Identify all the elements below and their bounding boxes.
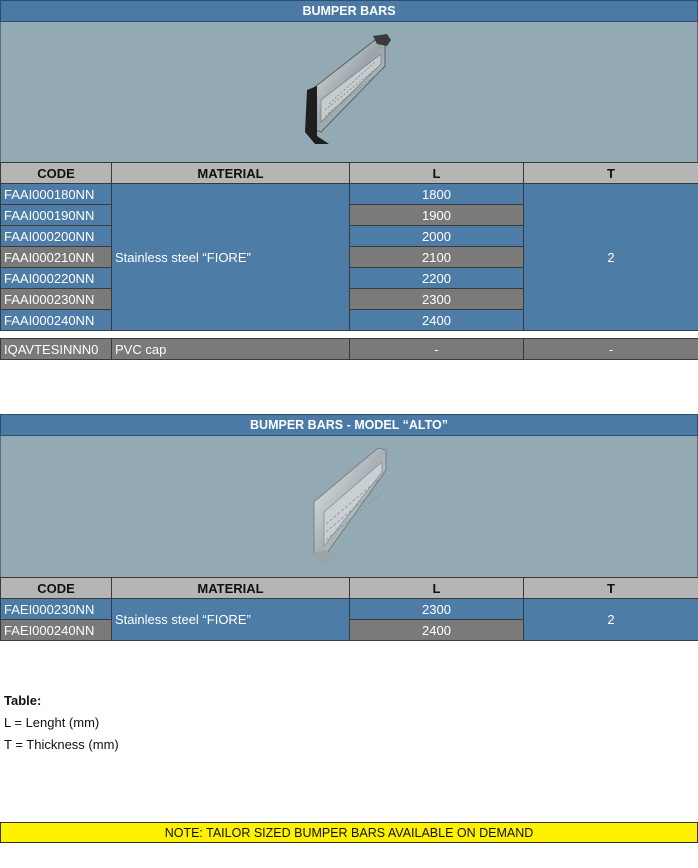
length-cell: 2400	[350, 310, 524, 331]
length-cell: 1900	[350, 205, 524, 226]
length-cell: 2200	[350, 268, 524, 289]
length-cell: -	[350, 339, 524, 360]
length-header: L	[350, 163, 524, 184]
code-cell: FAAI000190NN	[1, 205, 112, 226]
thickness-cell: 2	[524, 599, 698, 641]
legend-title: Table:	[4, 693, 42, 708]
code-cell: FAAI000200NN	[1, 226, 112, 247]
thickness-header: T	[524, 578, 698, 599]
code-header: CODE	[1, 163, 112, 184]
material-cell: PVC cap	[112, 339, 350, 360]
thickness-header: T	[524, 163, 698, 184]
code-cell: FAAI000240NN	[1, 310, 112, 331]
bumper-bar-alto-image	[294, 442, 404, 572]
code-cell: FAAI000230NN	[1, 289, 112, 310]
length-cell: 2400	[350, 620, 524, 641]
code-cell: FAAI000220NN	[1, 268, 112, 289]
table-row	[1, 599, 698, 620]
tailor-note-banner: NOTE: TAILOR SIZED BUMPER BARS AVAILABLE ON DEMAND	[0, 822, 698, 843]
length-cell: 2300	[350, 599, 524, 620]
thickness-cell: -	[524, 339, 698, 360]
material-header: MATERIAL	[112, 578, 350, 599]
legend-length-definition: L = Lenght (mm)	[4, 715, 100, 730]
length-cell: 2100	[350, 247, 524, 268]
code-cell: FAAI000180NN	[1, 184, 112, 205]
bumper-bars-alto-section	[0, 414, 698, 641]
legend	[4, 690, 119, 756]
product-image	[0, 436, 698, 577]
length-cell: 2300	[350, 289, 524, 310]
bumper-bars-alto-table	[0, 577, 698, 641]
code-cell: FAAI000210NN	[1, 247, 112, 268]
bumper-bars-table	[0, 162, 698, 360]
length-cell: 1800	[350, 184, 524, 205]
product-image	[0, 22, 698, 162]
material-header: MATERIAL	[112, 163, 350, 184]
section-title: BUMPER BARS - MODEL “ALTO”	[0, 414, 698, 436]
legend-thickness-definition: T = Thickness (mm)	[4, 737, 119, 752]
table-row-cap	[1, 339, 698, 360]
length-header: L	[350, 578, 524, 599]
material-cell: Stainless steel “FIORE”	[112, 184, 350, 331]
code-cell: IQAVTESINNN0	[1, 339, 112, 360]
section-title: BUMPER BARS	[0, 0, 698, 22]
table-row	[1, 184, 698, 205]
bumper-bars-section	[0, 0, 698, 360]
code-cell: FAEI000230NN	[1, 599, 112, 620]
code-header: CODE	[1, 578, 112, 599]
row-spacer	[1, 331, 698, 339]
material-cell: Stainless steel “FIORE”	[112, 599, 350, 641]
thickness-cell: 2	[524, 184, 698, 331]
code-cell: FAEI000240NN	[1, 620, 112, 641]
bumper-bar-image	[289, 32, 409, 152]
length-cell: 2000	[350, 226, 524, 247]
